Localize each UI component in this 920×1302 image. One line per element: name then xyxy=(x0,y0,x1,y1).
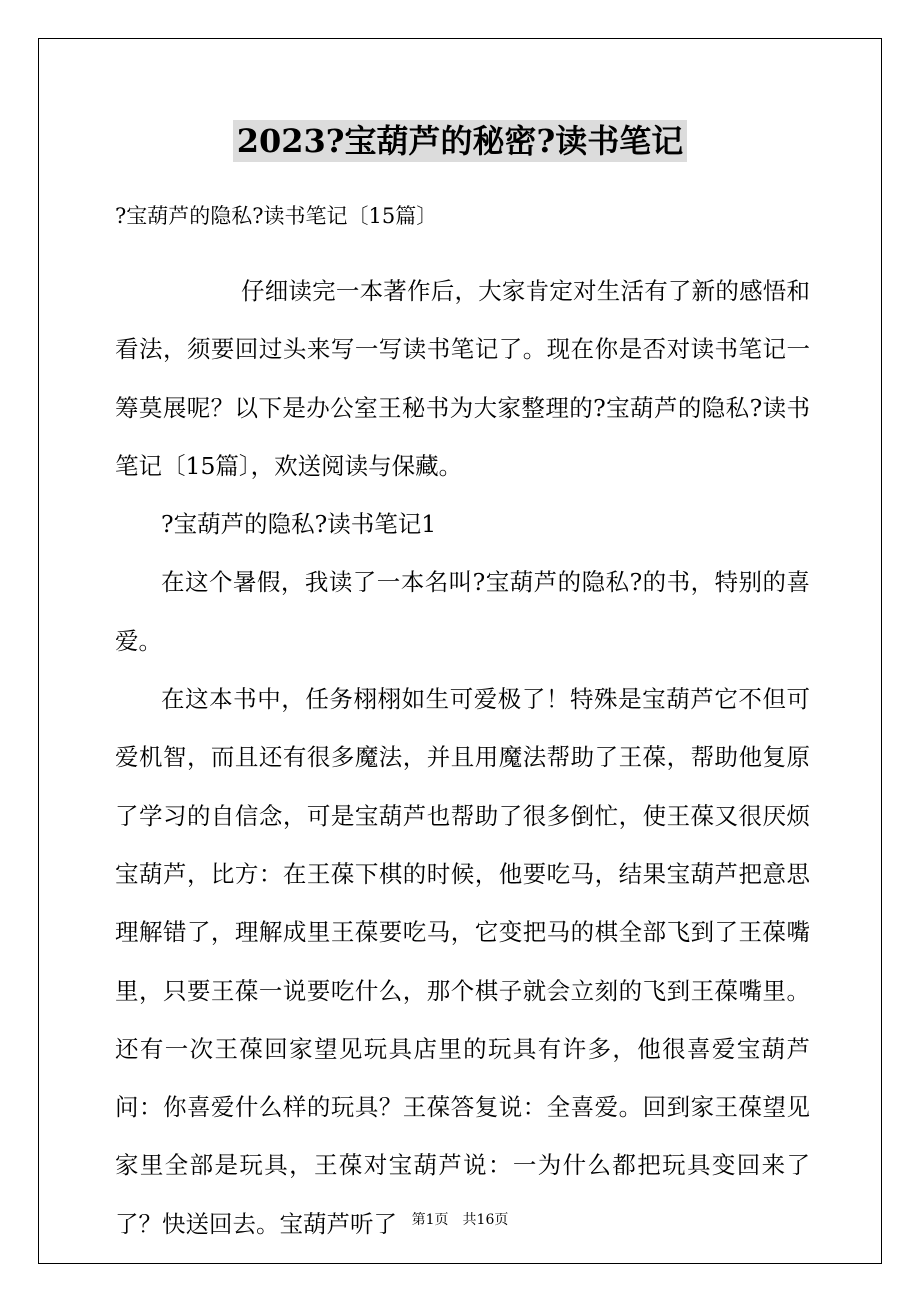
body-paragraph: 在这本书中，任务栩栩如生可爱极了！特殊是宝葫芦它不但可爱机智，而且还有很多魔法，并且用魔法帮助了王葆，帮助他复原了学习的自信念，可是宝葫芦也帮助了很多倒忙，使王葆又很厌烦宝葫芦，比方：在王葆下棋的时候，他要吃马，结果宝葫芦把意思理解错了，理解成里王葆要吃马，它变把马的棋全部飞到了王葆嘴里，只要王葆一说要吃什么，那个棋子就会立刻的飞到王葆嘴里。还有一次王葆回家望见玩具店里的玩具有许多，他很喜爱宝葫芦问：你喜爱什么样的玩具？王葆答复说：全喜爱。回到家王葆望见家里全部是玩具，王葆对宝葫芦说：一为什么都把玩具变回来了了？快送回去。宝葫芦听了 xyxy=(115,685,810,1238)
page-footer xyxy=(0,1209,920,1229)
document-body xyxy=(115,262,810,1253)
page-number: 第1页 xyxy=(411,1212,449,1228)
document-title: 2023?宝葫芦的秘密?读书笔记 xyxy=(233,120,688,162)
document-title-block xyxy=(0,116,920,162)
intro-paragraph: 仔细读完一本著作后，大家肯定对生活有了新的感悟和看法，须要回过头来写一写读书笔记了。现在你是否对读书笔记一筹莫展呢？以下是办公室王秘书为大家整理的?宝葫芦的隐私?读书笔记〔15篇〕，欢送阅读与保藏。 xyxy=(115,277,810,480)
document-subtitle: ?宝葫芦的隐私?读书笔记〔15篇〕 xyxy=(115,204,438,228)
total-pages: 共16页 xyxy=(462,1212,509,1228)
section-heading: ?宝葫芦的隐私?读书笔记1 xyxy=(161,510,437,539)
body-paragraph: 在这个暑假，我读了一本名叫?宝葫芦的隐私?的书，特别的喜爱。 xyxy=(115,568,810,655)
